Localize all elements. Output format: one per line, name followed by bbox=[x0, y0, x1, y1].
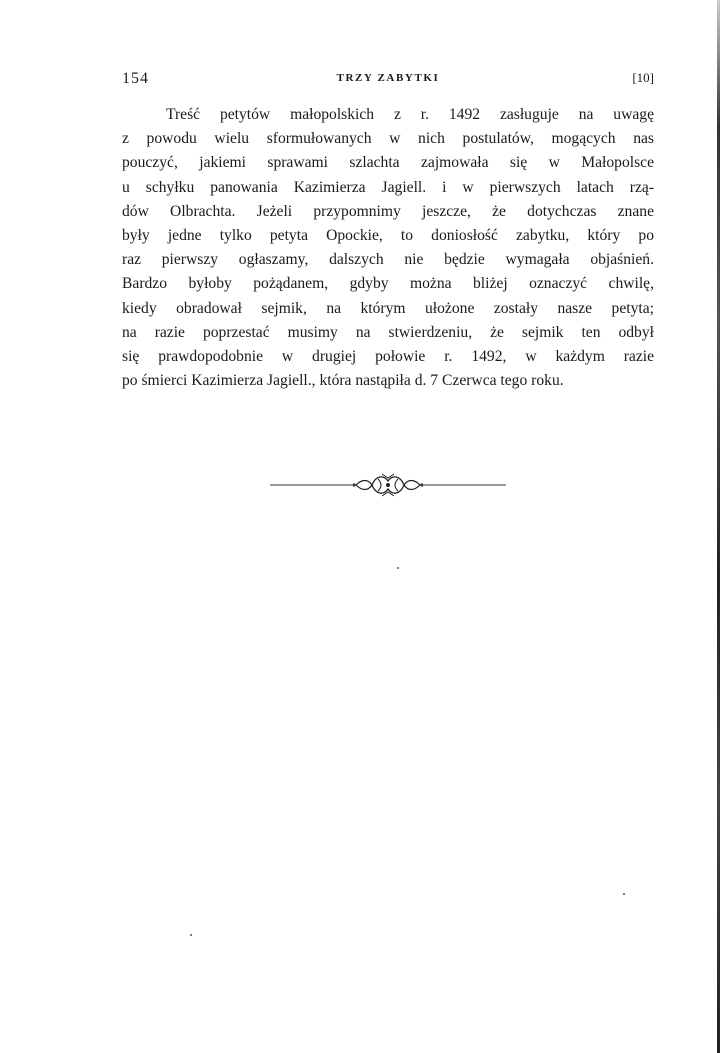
text-line: Bardzo byłoby pożądanem, gdyby można bliżej oznaczyć chwilę, bbox=[122, 275, 654, 293]
text-line: się prawdopodobnie w drugiej połowie r. 1492, w każdym razie bbox=[122, 348, 654, 366]
paper-speck bbox=[190, 934, 192, 936]
page-number: 154 bbox=[122, 70, 149, 87]
section-marker: [10] bbox=[632, 70, 654, 85]
text-line: dów Olbrachta. Jeżeli przypomnimy jeszcze, że dotychczas znane bbox=[122, 202, 654, 220]
fleuron-divider-icon bbox=[270, 470, 506, 500]
text-line: po śmierci Kazimierza Jagiell., która nastąpiła d. 7 Czerwca tego roku. bbox=[122, 372, 564, 390]
paper-speck bbox=[397, 567, 399, 569]
running-header bbox=[122, 70, 654, 94]
text-line: były jedne tylko petyta Opockie, to doniosłość zabytku, który po bbox=[122, 227, 654, 245]
running-title: TRZY ZABYTKI bbox=[336, 72, 440, 84]
text-line: na razie poprzestać musimy na stwierdzeniu, że sejmik ten odbył bbox=[122, 323, 654, 341]
body-paragraph bbox=[122, 103, 654, 393]
text-line: kiedy obradował sejmik, na którym ułożone zostały nasze petyta; bbox=[122, 299, 654, 317]
text-line: u schyłku panowania Kazimierza Jagiell. i w pierwszych latach rzą- bbox=[122, 178, 654, 196]
text-line: raz pierwszy ogłaszamy, dalszych nie będzie wymagała objaśnień. bbox=[122, 251, 654, 269]
paper-speck bbox=[623, 893, 625, 895]
text-line: z powodu wielu sformułowanych w nich postulatów, mogących nas bbox=[122, 130, 654, 148]
text-line: pouczyć, jakiemi sprawami szlachta zajmowała się w Małopolsce bbox=[122, 154, 654, 172]
text-line: Treść petytów małopolskich z r. 1492 zasługuje na uwagę bbox=[166, 106, 654, 123]
